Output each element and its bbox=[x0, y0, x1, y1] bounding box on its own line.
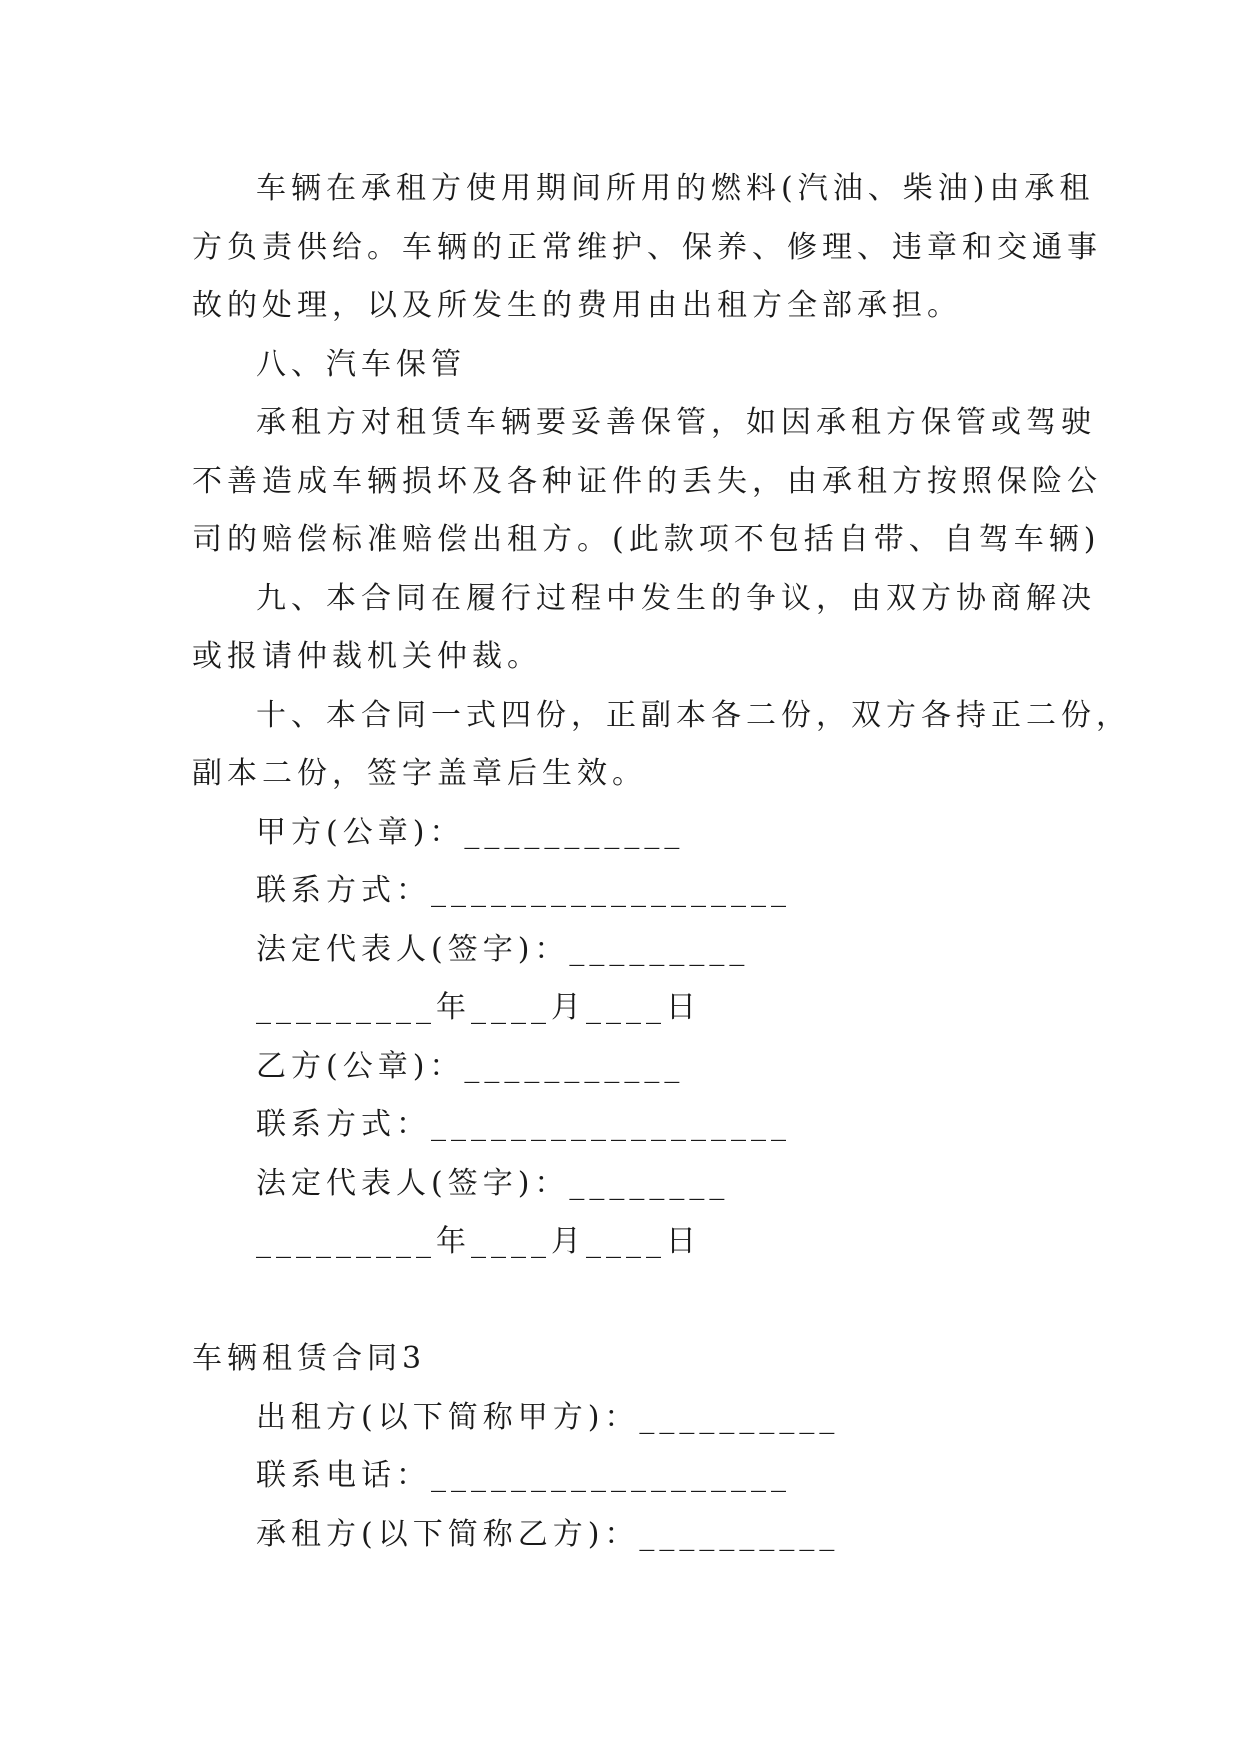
section-heading-8: 八、汽车保管 bbox=[256, 346, 466, 382]
party-b-representative-field: 法定代表人(签字)：________ bbox=[256, 1165, 730, 1201]
paragraph-dispute-line-2: 或报请仲裁机关仲裁。 bbox=[192, 639, 542, 674]
paragraph-fuel-line-2: 方负责供给。车辆的正常维护、保养、修理、违章和交通事 bbox=[192, 229, 1102, 265]
party-a-representative-field: 法定代表人(签字)：_________ bbox=[256, 931, 750, 967]
contract-3-phone-field: 联系电话：__________________ bbox=[256, 1458, 791, 1493]
paragraph-custody-line-1: 承租方对租赁车辆要妥善保管，如因承租方保管或驾驶 bbox=[256, 405, 1096, 440]
document-body bbox=[192, 160, 1131, 1564]
paragraph-custody-line-2: 不善造成车辆损坏及各种证件的丢失，由承租方按照保险公 bbox=[192, 463, 1102, 499]
party-b-seal-field: 乙方(公章)：___________ bbox=[256, 1048, 685, 1084]
contract-3-title: 车辆租赁合同3 bbox=[192, 1341, 427, 1376]
party-a-contact-field: 联系方式：__________________ bbox=[256, 873, 791, 908]
party-b-date-field: _________年____月____日 bbox=[256, 1224, 701, 1259]
contract-3-lessee-field: 承租方(以下简称乙方)：__________ bbox=[256, 1516, 840, 1552]
party-a-date-field: _________年____月____日 bbox=[256, 990, 701, 1025]
paragraph-fuel-line-1: 车辆在承租方使用期间所用的燃料(汽油、柴油)由承租 bbox=[256, 171, 1095, 206]
paragraph-custody-line-3: 司的赔偿标准赔偿出租方。(此款项不包括自带、自驾车辆) bbox=[192, 522, 1101, 557]
paragraph-copies-line-1: 十、本合同一式四份，正副本各二份，双方各持正二份， bbox=[256, 697, 1131, 733]
party-a-seal-field: 甲方(公章)：___________ bbox=[256, 814, 685, 850]
paragraph-dispute-line-1: 九、本合同在履行过程中发生的争议，由双方协商解决 bbox=[256, 580, 1096, 616]
paragraph-copies-line-2: 副本二份，签字盖章后生效。 bbox=[192, 756, 647, 791]
paragraph-fuel-line-3: 故的处理，以及所发生的费用由出租方全部承担。 bbox=[192, 288, 962, 323]
section-spacer bbox=[192, 1272, 1052, 1331]
contract-3-lessor-field: 出租方(以下简称甲方)：__________ bbox=[256, 1399, 840, 1435]
party-b-contact-field: 联系方式：__________________ bbox=[256, 1107, 791, 1142]
